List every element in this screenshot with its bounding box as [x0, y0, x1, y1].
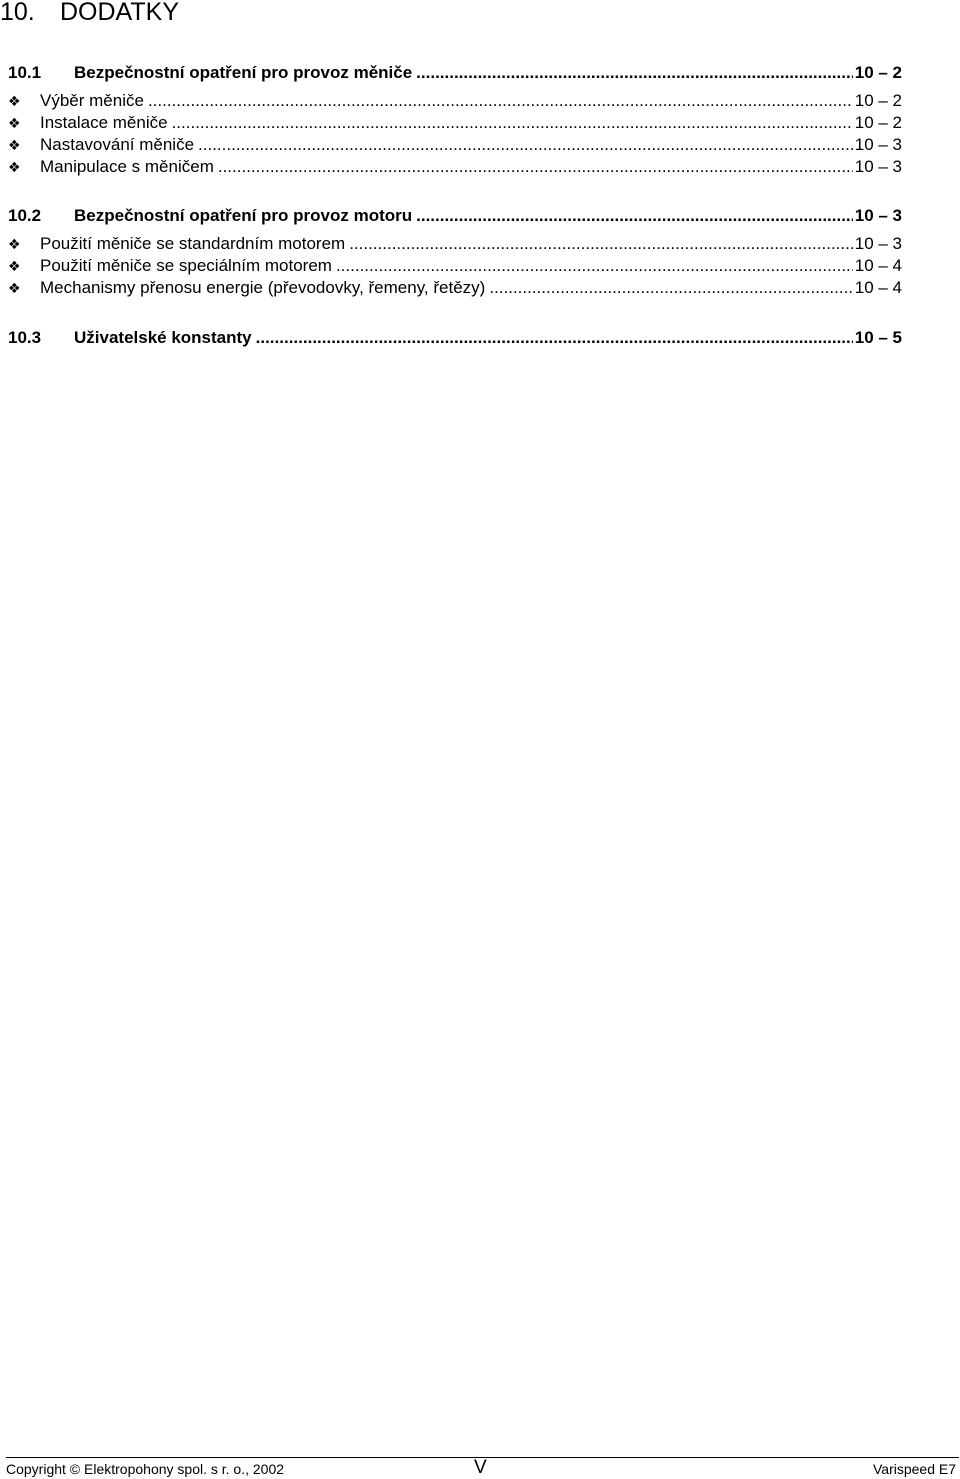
item-page: 10 – 4: [854, 278, 902, 297]
dot-leader: [172, 112, 853, 134]
footer-copyright: Copyright © Elektropohony spol. s r. o., 2002: [6, 1461, 285, 1477]
toc-item[interactable]: [8, 112, 902, 134]
diamond-dots-icon: ❖: [8, 237, 21, 253]
dot-leader: [416, 205, 853, 227]
section-page: 10 – 2: [854, 63, 902, 82]
section-number: 10.3: [8, 328, 42, 347]
item-page: 10 – 2: [854, 91, 902, 110]
section-number: 10.1: [8, 63, 42, 82]
diamond-dots-icon: ❖: [8, 259, 21, 275]
toc-item[interactable]: [8, 277, 902, 299]
diamond-dots-icon: ❖: [8, 94, 21, 110]
item-page: 10 – 3: [854, 157, 902, 176]
item-page: 10 – 2: [854, 113, 902, 132]
item-page: 10 – 4: [854, 256, 902, 275]
dot-leader: [416, 62, 853, 84]
chapter-title: DODATKY: [60, 0, 179, 26]
item-page: 10 – 3: [854, 234, 902, 253]
section-page: 10 – 5: [854, 328, 902, 347]
dot-leader: [198, 134, 853, 156]
footer-page-number: V: [474, 1457, 487, 1478]
item-label: Manipulace s měničem: [40, 157, 214, 176]
diamond-dots-icon: ❖: [8, 160, 21, 176]
dot-leader: [256, 327, 853, 349]
toc-item[interactable]: [8, 156, 902, 178]
item-label: Instalace měniče: [40, 113, 168, 132]
chapter-heading: [0, 0, 179, 28]
chapter-number: 10.: [0, 0, 35, 26]
section-title: Uživatelské konstanty: [74, 328, 252, 347]
diamond-dots-icon: ❖: [8, 138, 21, 154]
dot-leader: [349, 233, 853, 255]
toc-section-10-1[interactable]: [8, 62, 902, 84]
item-page: 10 – 3: [854, 135, 902, 154]
section-title: Bezpečnostní opatření pro provoz motoru: [74, 206, 413, 225]
diamond-dots-icon: ❖: [8, 281, 21, 297]
dot-leader: [489, 277, 852, 299]
item-label: Výběr měniče: [40, 91, 144, 110]
dot-leader: [148, 90, 853, 112]
toc-item[interactable]: [8, 134, 902, 156]
page-footer: [6, 1457, 956, 1478]
item-label: Nastavování měniče: [40, 135, 195, 154]
section-number: 10.2: [8, 206, 42, 225]
dot-leader: [218, 156, 853, 178]
toc-item[interactable]: [8, 90, 902, 112]
section-page: 10 – 3: [854, 206, 902, 225]
section-title: Bezpečnostní opatření pro provoz měniče: [74, 63, 413, 82]
footer-product: Varispeed E7: [872, 1461, 956, 1477]
item-label: Použití měniče se speciálním motorem: [40, 256, 332, 275]
dot-leader: [336, 255, 853, 277]
toc-item[interactable]: [8, 255, 902, 277]
toc-section-10-2[interactable]: [8, 205, 902, 227]
item-label: Použití měniče se standardním motorem: [40, 234, 346, 253]
toc-item[interactable]: [8, 233, 902, 255]
item-label: Mechanismy přenosu energie (převodovky, řemeny, řetězy): [40, 278, 486, 297]
toc-section-10-3[interactable]: [8, 327, 902, 349]
diamond-dots-icon: ❖: [8, 116, 21, 132]
